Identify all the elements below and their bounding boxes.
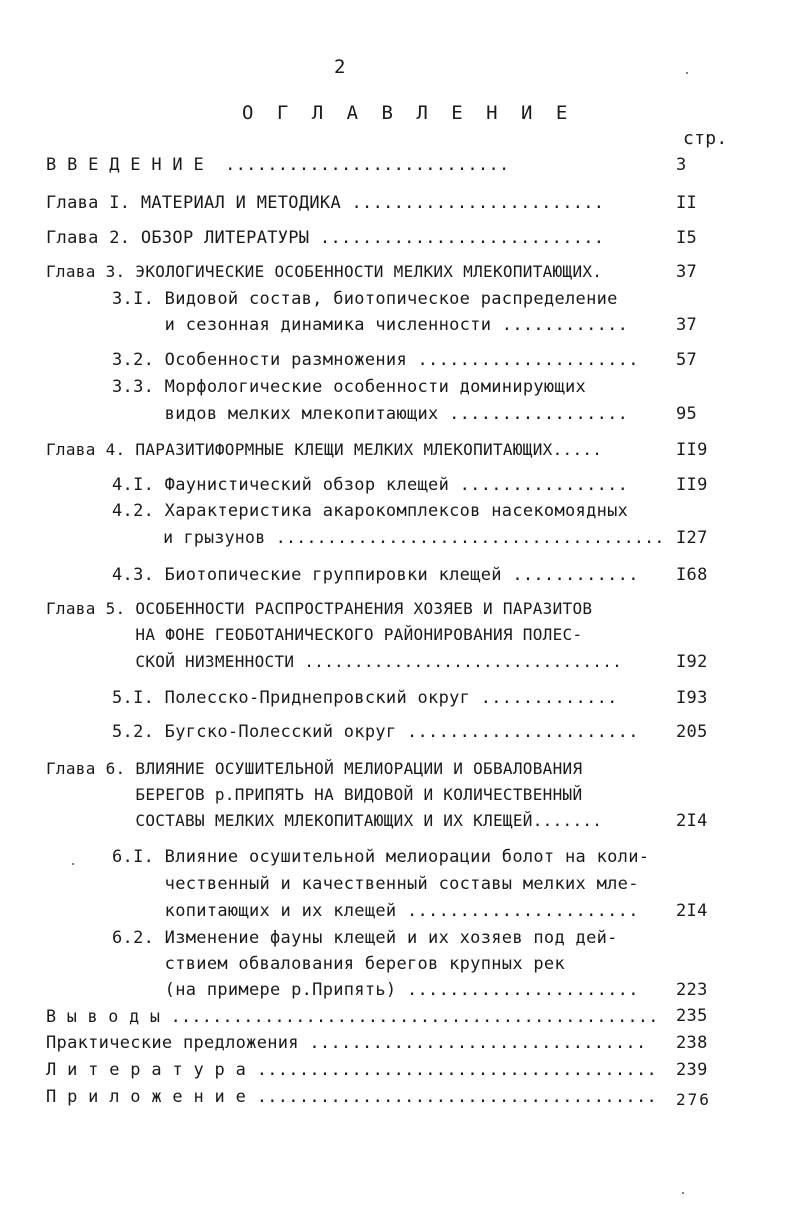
toc-page-section-4-2: I27 xyxy=(676,528,708,548)
toc-entry-section-6-2-line-1: 6.2. Изменение фауны клещей и их хозяев под дей- xyxy=(112,928,618,948)
toc-entry-chapter-5-line-3: СКОЙ НИЗМЕННОСТИ ................................ xyxy=(46,652,623,671)
toc-entry-section-3-1-line-1: 3.I. Видовой состав, биотопическое распределение xyxy=(112,289,618,309)
toc-page-section-5-1: I93 xyxy=(676,688,708,708)
toc-page-conclusions: 235 xyxy=(676,1006,708,1026)
toc-entry-section-4-2-line-2: и грызунов ...................................... xyxy=(112,528,665,547)
scan-speck xyxy=(72,863,74,865)
toc-page-chapter-1: II xyxy=(676,193,698,213)
toc-entry-section-3-2: 3.2. Особенности размножения ..................... xyxy=(112,350,639,370)
page-number: 2 xyxy=(334,56,346,78)
toc-entry-section-6-2-line-3: (на примере р.Припять) ...................... xyxy=(112,980,639,1000)
toc-entry-section-6-1-line-2: чественный и качественный составы мелких мле- xyxy=(112,874,639,894)
toc-entry-section-4-3: 4.3. Биотопические группировки клещей ............ xyxy=(112,565,639,585)
toc-entry-chapter-6-line-2: БЕРЕГОВ р.ПРИПЯТЬ НА ВИДОВОЙ И КОЛИЧЕСТВЕННЫЙ xyxy=(46,785,583,804)
toc-entry-chapter-1: Глава I. МАТЕРИАЛ И МЕТОДИКА ........................ xyxy=(46,193,605,213)
toc-entry-section-4-1: 4.I. Фаунистический обзор клещей ................ xyxy=(112,475,629,495)
toc-entry-chapter-3: Глава 3. ЭКОЛОГИЧЕСКИЕ ОСОБЕННОСТИ МЕЛКИХ МЛЕКОПИТАЮЩИХ. xyxy=(46,262,603,281)
toc-page-literature: 239 xyxy=(676,1060,708,1080)
toc-page-section-5-2: 205 xyxy=(676,722,708,742)
toc-page-chapter-3: 37 xyxy=(676,262,698,282)
toc-page-section-3-1: 37 xyxy=(676,315,698,335)
toc-page-chapter-5: I92 xyxy=(676,652,708,672)
scan-speck xyxy=(682,1192,684,1194)
toc-entry-introduction: В В Е Д Е Н И Е ........................... xyxy=(46,155,510,175)
toc-entry-section-6-2-line-2: ствием обвалования берегов крупных рек xyxy=(112,954,565,974)
toc-page-section-3-2: 57 xyxy=(676,350,698,370)
toc-entry-conclusions: В ы в о д ы ............................................... xyxy=(46,1006,659,1026)
toc-entry-section-6-1-line-3: копитающих и их клещей ...................... xyxy=(112,901,639,921)
toc-page-section-6-2: 223 xyxy=(676,980,708,1000)
page-column-header: стр. xyxy=(683,128,728,149)
toc-entry-section-3-3-line-2: видов мелких млекопитающих ................. xyxy=(112,404,629,424)
toc-page-appendix: 276 xyxy=(676,1090,711,1109)
toc-entry-literature: Л и т е р а т у р а ...................................... xyxy=(46,1060,658,1080)
toc-entry-chapter-6-line-1: Глава 6. ВЛИЯНИЕ ОСУШИТЕЛЬНОЙ МЕЛИОРАЦИИ И ОБВАЛОВАНИЯ xyxy=(46,759,583,778)
toc-entry-chapter-4: Глава 4. ПАРАЗИТИФОРМНЫЕ КЛЕЩИ МЕЛКИХ МЛЕКОПИТАЮЩИХ..... xyxy=(46,440,603,459)
toc-page-section-6-1: 2I4 xyxy=(676,901,708,921)
toc-entry-chapter-2: Глава 2. ОБЗОР ЛИТЕРАТУРЫ ........................... xyxy=(46,228,605,248)
toc-page-practical-proposals: 238 xyxy=(676,1033,708,1053)
toc-page-section-4-3: I68 xyxy=(676,565,708,585)
toc-entry-section-3-3-line-1: 3.3. Морфологические особенности доминирующих xyxy=(112,377,587,397)
toc-page-chapter-6: 2I4 xyxy=(676,811,708,831)
toc-entry-appendix: П р и л о ж е н и е ...................................... xyxy=(46,1087,658,1107)
toc-page-section-4-1: II9 xyxy=(676,475,708,495)
toc-entry-chapter-5-line-1: Глава 5. ОСОБЕННОСТИ РАСПРОСТРАНЕНИЯ ХОЗЯЕВ И ПАРАЗИТОВ xyxy=(46,599,593,618)
toc-page-chapter-4: II9 xyxy=(676,440,708,460)
toc-entry-chapter-6-line-3: СОСТАВЫ МЕЛКИХ МЛЕКОПИТАЮЩИХ И ИХ КЛЕЩЕЙ....... xyxy=(46,811,603,830)
toc-page-introduction: 3 xyxy=(676,155,687,175)
toc-entry-section-3-1-line-2: и сезонная динамика численности ............ xyxy=(112,315,629,335)
toc-entry-section-4-2-line-1: 4.2. Характеристика акарокомплексов насекомоядных xyxy=(112,501,629,521)
toc-page-chapter-2: I5 xyxy=(676,228,698,248)
toc-entry-practical-proposals: Практические предложения ................................ xyxy=(46,1033,647,1053)
toc-entry-section-5-2: 5.2. Бугско-Полесский округ ...................... xyxy=(112,722,639,742)
toc-page-section-3-3: 95 xyxy=(676,404,698,424)
scan-speck xyxy=(686,72,688,74)
page-title: О Г Л А В Л Е Н И Е xyxy=(242,102,574,124)
toc-entry-chapter-5-line-2: НА ФОНЕ ГЕОБОТАНИЧЕСКОГО РАЙОНИРОВАНИЯ ПОЛЕС- xyxy=(46,625,583,644)
toc-entry-section-5-1: 5.I. Полесско-Приднепровский округ ............. xyxy=(112,688,618,708)
toc-entry-section-6-1-line-1: 6.I. Влияние осушительной мелиорации болот на коли- xyxy=(112,847,650,867)
